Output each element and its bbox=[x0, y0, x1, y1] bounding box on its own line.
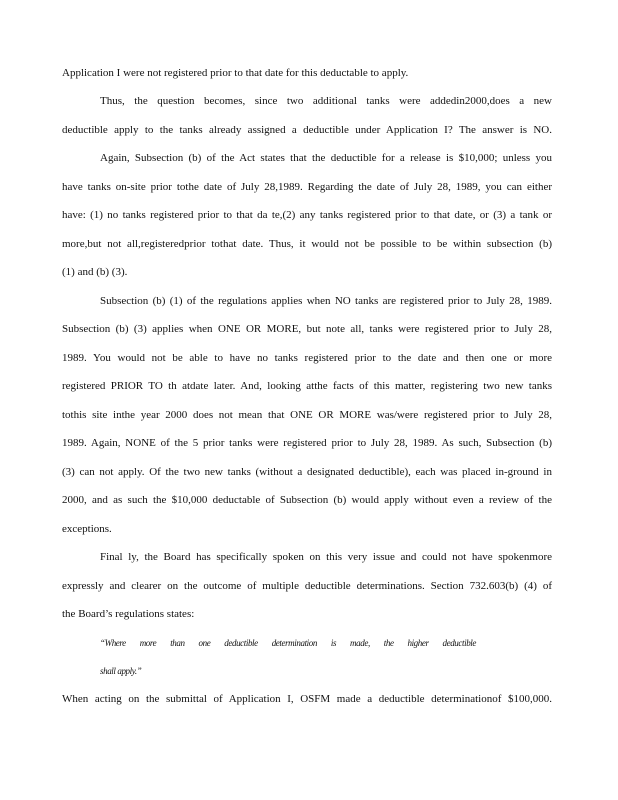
text-line: have tanks on-site prior tothe date of July 28,1989. Regarding the date of July 28, 1989, you can either bbox=[62, 181, 552, 193]
text-line: 1989. You would not be able to have no tanks registered prior to the date and then one or more bbox=[62, 352, 552, 364]
text-line: Subsection (b) (3) applies when ONE OR MORE, but note all, tanks were registered prior to July 28, bbox=[62, 323, 552, 335]
text-line: Application I were not registered prior to that date for this deductable to apply. bbox=[62, 67, 409, 79]
text-line: Subsection (b) (1) of the regulations applies when NO tanks are registered prior to July 28, 1989. bbox=[100, 295, 552, 307]
text-line: (1) and (b) (3). bbox=[62, 266, 128, 278]
text-line: more,but not all,registeredprior tothat date. Thus, it would not be possible to be within subsection (b) bbox=[62, 238, 552, 250]
text-line: When acting on the submittal of Application I, OSFM made a deductible determinationof $100,000. bbox=[62, 693, 552, 705]
text-line: have: (1) no tanks registered prior to that da te,(2) any tanks registered prior to that date, or (3) a tank or bbox=[62, 209, 552, 221]
text-line: exceptions. bbox=[62, 523, 112, 535]
text-line: 2000, and as such the $10,000 deductable of Subsection (b) would apply without even a review of the bbox=[62, 494, 552, 506]
text-line: 1989. Again, NONE of the 5 prior tanks were registered prior to July 28, 1989. As such, Subsection (b) bbox=[62, 437, 552, 449]
text-line: tothis site inthe year 2000 does not mean that ONE OR MORE was/were registered prior to July 28, bbox=[62, 409, 552, 421]
regulation-quote-end: shall apply.” bbox=[100, 666, 142, 676]
text-line: (3) can not apply. Of the two new tanks (without a designated deductible), each was placed in-ground in bbox=[62, 466, 552, 478]
text-line: the Board’s regulations states: bbox=[62, 608, 195, 620]
text-line: registered PRIOR TO th atdate later. And, looking atthe facts of this matter, registering two new tanks bbox=[62, 380, 552, 392]
text-line: expressly and clearer on the outcome of multiple deductible determinations. Section 732.603(b) (4) of bbox=[62, 580, 552, 592]
text-line: deductible apply to the tanks already assigned a deductible under Application I? The answer is NO. bbox=[62, 124, 552, 136]
text-line: Thus, the question becomes, since two additional tanks were addedin2000,does a new bbox=[100, 95, 552, 107]
regulation-quote: “Where more than one deductible determination is made, the higher deductible bbox=[100, 638, 476, 648]
text-line: Again, Subsection (b) of the Act states that the deductible for a release is $10,000; unless you bbox=[100, 152, 552, 164]
text-line: Final ly, the Board has specifically spoken on this very issue and could not have spokenmore bbox=[100, 551, 552, 563]
